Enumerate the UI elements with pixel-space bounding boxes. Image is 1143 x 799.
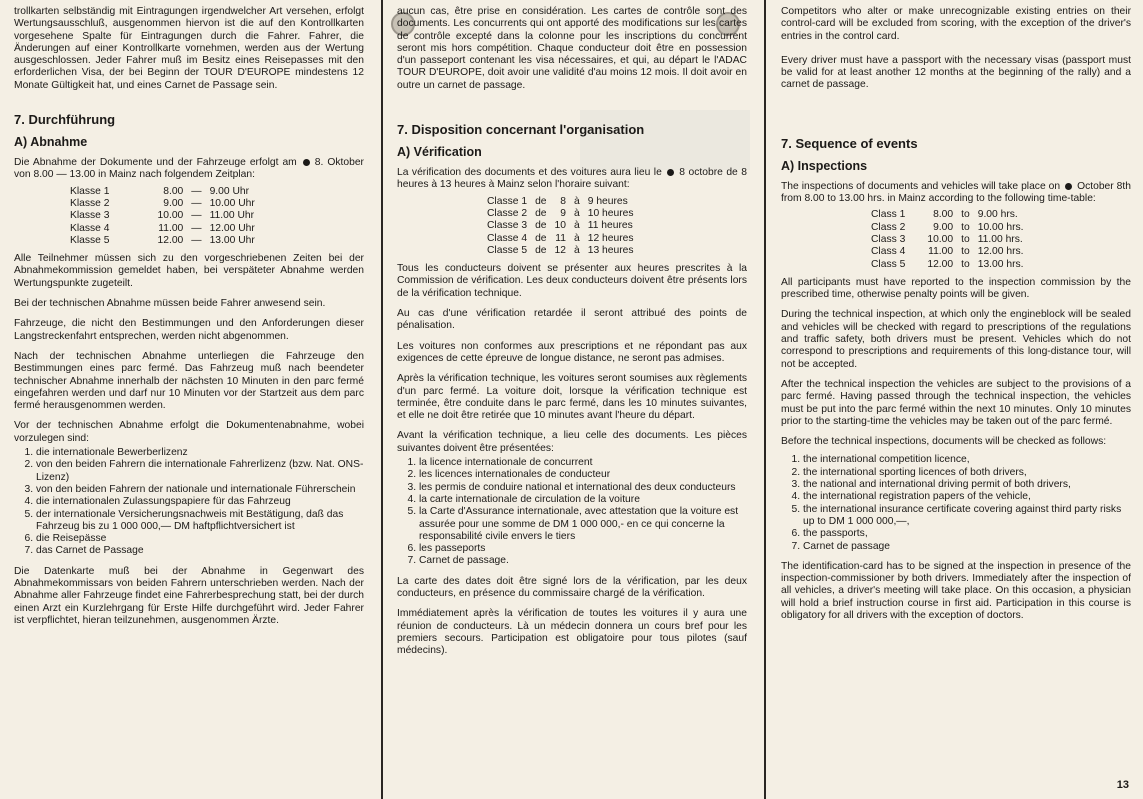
list-item: 3. the national and international driving permit of both drivers, <box>803 479 1131 491</box>
german-schedule <box>70 186 263 247</box>
list-item: 5. la Carte d'Assurance internationale, avec attestation que la voiture est assurée pour une somme de DM 1 000 000,- en ce qui concerne la responsabilité civile envers le tiers <box>419 506 747 543</box>
english-sub-title: A) Inspections <box>781 158 868 173</box>
english-para1: The inspections of documents and vehicles will take place on October 8th from 8.00 to 13.00 hrs. in Mainz according to the following time-table: <box>781 180 1131 205</box>
german-sub-title: A) Abnahme <box>14 135 88 150</box>
list-item: 4. la carte internationale de circulation de la voiture <box>419 494 747 506</box>
list-item: 7. das Carnet de Passage <box>36 545 364 557</box>
table-row: Class 5 12.00 to 13.00 hrs. <box>871 258 1024 270</box>
list-item: 3. les permis de conduire national et international des deux conducteurs <box>419 482 747 494</box>
list-item: 5. der internationale Versicherungsnachweis mit Bestätigung, daß das Fahrzeug bis zu 1 000 000,— DM haftpflichtversichert ist <box>36 509 364 534</box>
list-item: 4. die internationalen Zulassungspapiere für das Fahrzeug <box>36 496 364 508</box>
table-row: Classe 4 de 11 à 12 heures <box>487 232 634 244</box>
english-intro: Competitors who alter or make unrecognizable existing entries on their control-card will be excluded from scoring, with the exception of the driver's entries in the control card. <box>781 6 1131 42</box>
table-row: Klasse 2 9.00 — 10.00 Uhr <box>70 197 255 209</box>
french-column <box>397 6 747 665</box>
table-row: Classe 1 de 8 à 9 heures <box>487 195 628 207</box>
list-item: 2. les licences internationales de conducteur <box>419 469 747 481</box>
list-item: 6. die Reisepässe <box>36 533 364 545</box>
german-para3: Bei der technischen Abnahme müssen beide Fahrer anwesend sein. <box>14 298 326 310</box>
table-row: Klasse 3 10.00 — 11.00 Uhr <box>70 210 255 222</box>
column-divider <box>381 0 383 799</box>
french-para1: La vérification des documents et des voitures aura lieu le 8 octobre de 8 heures à 13 heures à Mainz selon l'horaire suivant: <box>397 167 747 191</box>
german-para6: Vor der technischen Abnahme erfolgt die Dokumentenabnahme, wobei vorzulegen sind: <box>14 420 364 444</box>
english-section-title: 7. Sequence of events <box>781 135 918 151</box>
bullet-icon <box>303 159 310 166</box>
list-item: 3. von den beiden Fahrern der nationale und internationale Führerschein <box>36 484 364 496</box>
french-schedule <box>487 196 642 257</box>
german-para5: Nach der technischen Abnahme unterliegen die Fahrzeuge den Bestimmungen eines parc fermé. Das Fahrzeug muß nach beendeter technischer Abnahme innerhalb der nächsten 10 Minuten in den parc fermé eingefahren werden und darf nur 10 Minuten vor der Startzeit aus dem parc fermé herausgenommen werden. <box>14 350 364 412</box>
table-row: Klasse 1 8.00 — 9.00 Uhr <box>70 185 250 197</box>
list-item: 1. the international competition licence, <box>803 454 1131 466</box>
table-row: Class 4 11.00 to 12.00 hrs. <box>871 246 1024 258</box>
english-para5: Before the technical inspections, documents will be checked as follows: <box>781 436 1107 448</box>
table-row: Klasse 5 12.00 — 13.00 Uhr <box>70 234 255 246</box>
french-para7: La carte des dates doit être signé lors de la vérification, par les deux conducteurs, en présence du commissaire chargé de la vérification. <box>397 575 747 599</box>
list-item: 5. the international insurance certificate covering against third party risks up to DM 1 000 000,—, <box>803 504 1131 529</box>
table-row: Klasse 4 11.00 — 12.00 Uhr <box>70 222 255 234</box>
french-section-title: 7. Disposition concernant l'organisation <box>397 122 645 138</box>
english-para4: After the technical inspection the vehicles are subject to the provisions of a parc fermé. Having passed through the technical inspection, the vehicles must be put into the parc fermé within the next 10 minutes. Only 10 minutes prior to the starting-time the vehicles may be taken out of the parc fermé. <box>781 378 1131 427</box>
list-item: 7. Carnet de passage <box>803 541 1131 553</box>
french-para8: Immédiatement après la vérification de toutes les voitures il y aura une réunion de conducteurs. Là un médecin donnera un cours bref pour les premiers secours. Participation est obligatoire pour tous pilotes (sauf médecins). <box>397 608 747 657</box>
english-document-list <box>781 454 1131 552</box>
list-item: 1. die internationale Bewerberlizenz <box>36 447 364 459</box>
german-para2: Alle Teilnehmer müssen sich zu den vorgeschriebenen Zeiten bei der Abnahmekommission gemeldet haben, bei verspäteter Abnahme werden Wertungspunkte zugeteilt. <box>14 253 364 289</box>
list-item: 7. Carnet de passage. <box>419 555 747 567</box>
french-para3: Au cas d'une vérification retardée il seront attribué des points de pénalisation. <box>397 308 747 332</box>
german-para7: Die Datenkarte muß bei der Abnahme in Gegenwart des Abnahmekommissars von beiden Fahrern unterschrieben werden. Nach der Abnahme aller Fahrzeuge findet eine Fahrerbesprechung statt, bei der durch einen Arzt ein Kurzlehrgang für Erste Hilfe durchgeführt wird. Jeder Fahrer ist verpflichtet, hieran teilzunehmen, ausgenommen Ärzte. <box>14 565 364 626</box>
list-item: 6. les passeports <box>419 543 747 555</box>
list-item: 1. la licence internationale de concurrent <box>419 457 747 469</box>
german-document-list <box>14 447 364 558</box>
german-para4: Fahrzeuge, die nicht den Bestimmungen und den Anforderungen dieser Langstreckenfahrt entsprechen, werden nicht abgenommen. <box>14 318 364 342</box>
german-section-title: 7. Durchführung <box>14 112 116 128</box>
english-para6: The identification-card has to be signed at the inspection in presence of the inspection-commissioner by both drivers. Immediately after the inspection of all vehicles, a driver's meeting will take place. On this occasion, a physician will hold a brief instruction course in first aid. Participation in this course is obligatory for all drivers with the exception of doctors. <box>781 560 1131 621</box>
table-row: Class 3 10.00 to 11.00 hrs. <box>871 233 1023 245</box>
list-item: 4. the international registration papers of the vehicle, <box>803 491 1131 503</box>
table-row: Classe 5 de 12 à 13 heures <box>487 244 634 256</box>
table-row: Class 1 8.00 to 9.00 hrs. <box>871 209 1018 221</box>
french-para2: Tous les conducteurs doivent se présenter aux heures prescrites à la Commission de vérification. Les deux conducteurs doivent être présents lors de la vérification technique. <box>397 263 747 299</box>
column-divider <box>764 0 766 799</box>
english-para2: All participants must have reported to the inspection commission by the prescribed time, otherwise penalty points will be given. <box>781 276 1131 301</box>
table-row: Classe 3 de 10 à 11 heures <box>487 220 633 232</box>
french-sub-title: A) Vérification <box>397 145 482 160</box>
german-intro: trollkarten selbständig mit Eintragungen irgendwelcher Art versehen, erfolgt Wertungsausschluß, ausgenommen hiervon ist die auf den Kontrollkarten vorgesehene Spalte für Eintragungen durch die Fahrer. Fahrer, die Änderungen auf einer Kontrollkarte vornehmen, werden aus der Wertung ausgeschlossen. Jeder Fahrer muß im Besitz eines Reisepasses mit den erforderlichen Visa, der bei Beginn der TOUR D'EUROPE mindestens 12 Monate Gültigkeit hat, und eines Carnet de Passage sein. <box>14 6 364 91</box>
french-para5: Après la vérification technique, les voitures seront soumises aux règlements d'un parc fermé. La voiture doit, lorsque la vérification technique est terminée, être conduite dans le parc fermé, dans les 10 minutes suivantes, et elle ne doit être retirée que 10 minutes avant l'heure du départ. <box>397 373 747 422</box>
bullet-icon <box>1065 183 1072 190</box>
german-para1: Die Abnahme der Dokumente und der Fahrzeuge erfolgt am 8. Oktober von 8.00 — 13.00 in Mainz nach folgendem Zeitplan: <box>14 157 364 181</box>
table-row: Classe 2 de 9 à 10 heures <box>487 207 634 219</box>
list-item: 2. the international sporting licences of both drivers, <box>803 467 1131 479</box>
english-para0: Every driver must have a passport with the necessary visas (passport must be valid for at least another 12 months at the beginning of the rally) and a carnet de passage. <box>781 54 1131 91</box>
english-para3: During the technical inspection, at which only the engineblock will be sealed and vehicles will be checked with regard to prescriptions of the regulations and traffic safety, both drivers must be present. Vehicles which do not correspond to prescriptions and requirements of this long-distance tour, will not be accepted. <box>781 309 1131 370</box>
french-para4: Les voitures non conformes aux prescriptions et ne répondant pas aux exigences de cette épreuve de longue distance, ne seront pas admises. <box>397 340 747 364</box>
list-item: 6. the passports, <box>803 528 1131 540</box>
french-intro: aucun cas, être prise en considération. Les cartes de contrôle sont des documents. Les concurrents qui ont apporté des modifications sur les cartes de contrôle excepté dans la colonne pour les inscriptions du concurrent seront mis hors compétition. Chaque conducteur doit être en possession d'un passeport contenant les visa nécessaires, et qui, au départ le l'ADAC TOUR D'EUROPE, doit avoir une validité d'au moins 12 mois. Il doit avoir en outre un carnet de passage. <box>397 6 747 91</box>
french-document-list <box>397 457 747 568</box>
english-schedule <box>871 209 1032 270</box>
french-para6: Avant la vérification technique, a lieu celle des documents. Les pièces suivantes doivent être présentées: <box>397 430 747 454</box>
english-column <box>781 6 1131 630</box>
german-column <box>14 6 364 635</box>
list-item: 2. von den beiden Fahrern die internationale Fahrerlizenz (bzw. Nat. ONS-Lizenz) <box>36 459 364 484</box>
bullet-icon <box>667 169 674 176</box>
page-number: 13 <box>1116 779 1129 791</box>
table-row: Class 2 9.00 to 10.00 hrs. <box>871 221 1024 233</box>
